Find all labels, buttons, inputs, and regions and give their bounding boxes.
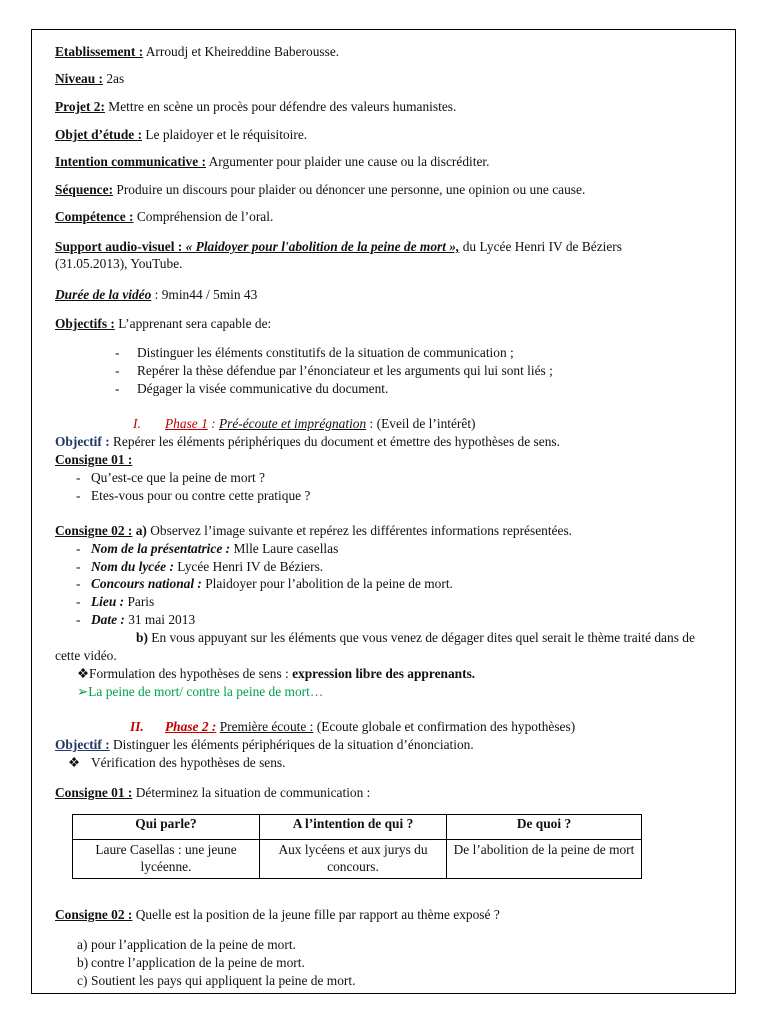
field-label: Compétence : xyxy=(55,209,134,224)
field-label: Objet d’étude : xyxy=(55,127,143,142)
list-item: - Etes-vous pour ou contre cette pratique ? xyxy=(76,488,311,503)
field-label: Durée de la vidéo xyxy=(55,287,152,302)
field-duree xyxy=(55,286,257,303)
field-intention xyxy=(55,153,489,170)
field-sequence xyxy=(55,181,585,198)
field-value: L’apprenant sera capable de: xyxy=(114,316,272,331)
list-item: - Distinguer les éléments constitutifs de la situation de communication ; xyxy=(115,345,514,360)
phase-title: Pré-écoute et imprégnation xyxy=(218,416,367,431)
field-objectifs xyxy=(55,315,271,332)
table-header: De quoi ? xyxy=(447,815,642,840)
phase1-consigne2: Consigne 02 : a) Observez l’image suivante et repérez les différentes informations représentées. xyxy=(55,523,572,538)
field-label: Intention communicative : xyxy=(55,154,207,169)
objectif-label: Objectif : xyxy=(55,737,110,752)
table-cell: Laure Casellas : une jeune lycéenne. xyxy=(73,840,260,879)
field-objet xyxy=(55,126,307,143)
field-value: Produire un discours pour plaider ou dénoncer une personne, une opinion ou une cause. xyxy=(113,182,586,197)
phase-numeral: II. xyxy=(130,719,144,734)
consigne-label: Consigne 01 : xyxy=(55,452,133,467)
phase-label: Phase 1 xyxy=(165,416,208,431)
field-value: Compréhension de l’oral. xyxy=(133,209,274,224)
table-header-row xyxy=(73,815,642,840)
arrow-bullet-icon: ➢ xyxy=(77,684,89,699)
field-projet xyxy=(55,98,456,115)
field-value: Mettre en scène un procès pour défendre des valeurs humanistes. xyxy=(104,99,457,114)
option-item: b) contre l’application de la peine de mort. xyxy=(77,955,305,970)
phase2-consigne1: Consigne 01 : Déterminez la situation de communication : xyxy=(55,785,371,800)
field-label: Support audio-visuel : xyxy=(55,239,183,254)
phase-label: Phase 2 : xyxy=(165,719,217,734)
phase1-objectif: Objectif : Repérer les éléments périphériques du document et émettre des hypothèses de sens. xyxy=(55,434,560,449)
support-title: « Plaidoyer pour l'abolition de la peine de mort », xyxy=(182,239,460,254)
field-label: Niveau : xyxy=(55,71,103,86)
field-label: Etablissement : xyxy=(55,44,144,59)
field-competence xyxy=(55,208,273,225)
field-value: Argumenter pour plaider une cause ou la discréditer. xyxy=(206,154,490,169)
info-item: - Nom du lycée : Lycée Henri IV de Béziers. xyxy=(76,559,324,574)
hypothesis-line: ❖Formulation des hypothèses de sens : expression libre des apprenants. xyxy=(77,666,476,681)
table-cell: De l’abolition de la peine de mort xyxy=(447,840,642,879)
consigne-label: Consigne 02 : xyxy=(55,523,133,538)
phase2-heading: II. Phase 2 : Première écoute : (Ecoute globale et confirmation des hypothèses) xyxy=(130,719,576,734)
consigne-label: Consigne 01 : xyxy=(55,785,133,800)
list-item: - Repérer la thèse défendue par l’énonciateur et les arguments qui lui sont liés ; xyxy=(115,363,553,378)
phase-title: Première écoute : xyxy=(219,719,314,734)
field-value: Arroudj et Kheireddine Baberousse. xyxy=(143,44,340,59)
phase2-objectif: Objectif : Distinguer les éléments périphériques de la situation d’énonciation. xyxy=(55,737,474,752)
consigne-label: Consigne 02 : xyxy=(55,907,133,922)
field-label: Séquence: xyxy=(55,182,114,197)
phase1-heading: I. Phase 1 : Pré-écoute et imprégnation : (Eveil de l’intérêt) xyxy=(133,416,476,431)
table-header: A l’intention de qui ? xyxy=(260,815,447,840)
table-row xyxy=(73,840,642,879)
phase-numeral: I. xyxy=(133,416,141,431)
list-item: - Dégager la visée communicative du document. xyxy=(115,381,389,396)
table-header: Qui parle? xyxy=(73,815,260,840)
phase1-b-line1: b) En vous appuyant sur les éléments que vous venez de dégager dites quel serait le thème traité dans de xyxy=(136,630,695,645)
verification-line: ❖ Vérification des hypothèses de sens. xyxy=(68,755,286,770)
field-label: Objectifs : xyxy=(55,316,115,331)
field-etablissement xyxy=(55,43,339,60)
field-value: Le plaidoyer et le réquisitoire. xyxy=(142,127,308,142)
answer-line: ➢La peine de mort/ contre la peine de mort… xyxy=(77,684,324,699)
info-item: - Date : 31 mai 2013 xyxy=(76,612,196,627)
diamond-bullet-icon: ❖ xyxy=(77,666,90,681)
field-niveau xyxy=(55,70,124,87)
objectif-label: Objectif : xyxy=(55,434,110,449)
field-value: 2as xyxy=(102,71,125,86)
option-item: a) pour l’application de la peine de mort. xyxy=(77,937,296,952)
field-support-line2: (31.05.2013), YouTube. xyxy=(55,256,183,271)
field-value: : 9min44 / 5min 43 xyxy=(151,287,258,302)
info-item: - Concours national : Plaidoyer pour l’abolition de la peine de mort. xyxy=(76,576,453,591)
phase2-consigne2: Consigne 02 : Quelle est la position de la jeune fille par rapport au thème exposé ? xyxy=(55,907,500,922)
option-item: c) Soutient les pays qui appliquent la peine de mort. xyxy=(77,973,356,988)
field-support xyxy=(55,238,622,255)
communication-table xyxy=(72,814,642,879)
info-item: - Lieu : Paris xyxy=(76,594,155,609)
list-item: - Qu’est-ce que la peine de mort ? xyxy=(76,470,265,485)
field-label: Projet 2: xyxy=(55,99,105,114)
field-value: du Lycée Henri IV de Béziers xyxy=(459,239,622,254)
diamond-bullet-icon: ❖ xyxy=(68,755,81,770)
table-cell: Aux lycéens et aux jurys du concours. xyxy=(260,840,447,879)
phase1-b-line2: cette vidéo. xyxy=(55,648,117,663)
info-item: - Nom de la présentatrice : Mlle Laure casellas xyxy=(76,541,339,556)
